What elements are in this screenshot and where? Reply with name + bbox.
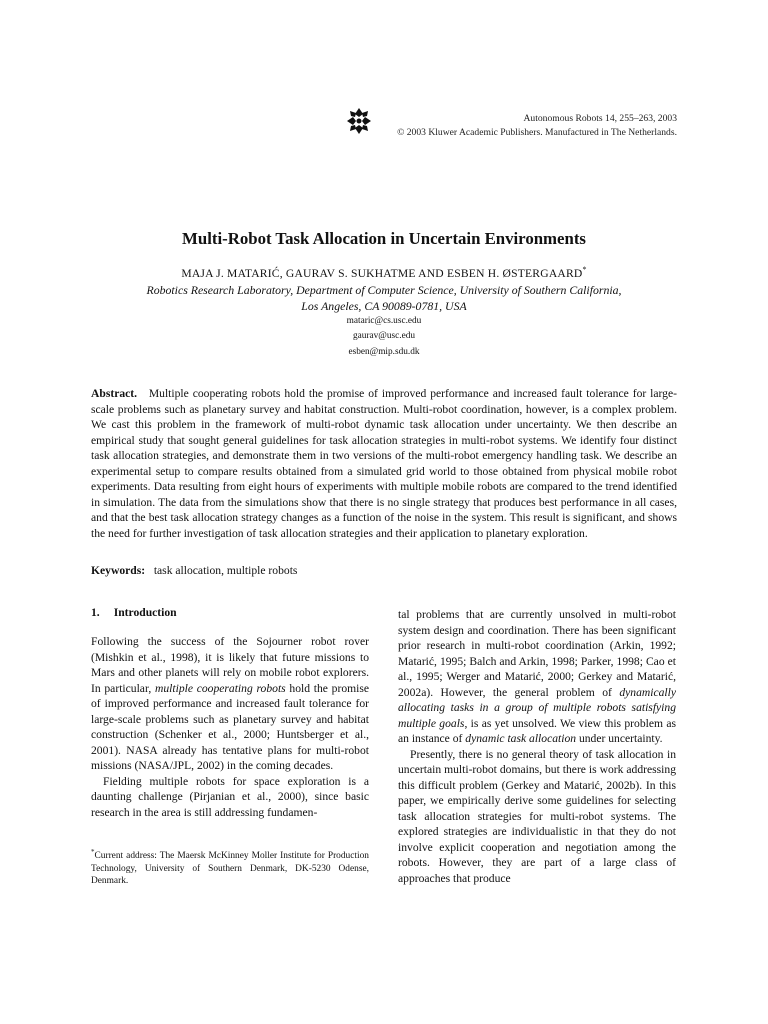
emphasis: dynamically allocating tasks in a group of multiple robots satisfying multiple goals (398, 685, 676, 730)
keywords (91, 564, 297, 577)
email-link[interactable]: gaurav@usc.edu (353, 331, 415, 342)
paragraph: Presently, there is no general theory of task allocation in uncertain multi-robot domains, but there is work addressing this difficult problem (Gerkey and Matarić, 2002b). In this paper, we empirically derive some guidelines for selecting task allocation strategies for multi-robot systems. The explored strategies are individualistic in that they do not involve explicit cooperation and negotiation among the robots. However, they are part of a large class of approaches that produce (398, 747, 676, 885)
section-heading (91, 606, 177, 619)
copyright-notice: © 2003 Kluwer Academic Publishers. Manufactured in The Netherlands. (397, 126, 677, 138)
author-list (0, 265, 768, 280)
kluwer-logo-icon (346, 107, 372, 135)
keywords-label: Keywords: (91, 564, 146, 577)
affiliation (0, 283, 768, 314)
author-footnote-mark: * (582, 265, 587, 274)
section-number: 1. (91, 606, 100, 619)
footnote (91, 846, 369, 888)
abstract (91, 386, 677, 541)
author-emails (0, 314, 768, 360)
paragraph: tal problems that are currently unsolved in multi-robot system design and coordination. There has been significant prior research in multi-robot coordination (Arkin, 1992; Matarić, 1995; Balch and Arkin, 1998; Parker, 1998; Cao et al., 1995; Werger and Matarić, 2000; Gerkey and Matarić, 2002a). However, the general problem of dynamically allocating tasks in a group of multiple robots satisfying multiple goals, is as yet unsolved. We view this problem as an instance of dynamic task allocation under uncertainty. (398, 608, 676, 745)
journal-header (397, 112, 677, 139)
affiliation-line-1: Robotics Research Laboratory, Department of Computer Science, University of Southern California, (146, 283, 622, 297)
section-title: Introduction (113, 606, 177, 619)
publisher-logo (346, 107, 372, 135)
affiliation-line-2: Los Angeles, CA 90089-0781, USA (301, 298, 467, 313)
emphasis: dynamic task allocation (465, 732, 577, 745)
abstract-text: Multiple cooperating robots hold the promise of improved performance and increased fault tolerance for large-scale problems such as planetary survey and habitat construction. Multi-robot coordination, however, is a complex problem. We cast this problem in the framework of multi-robot dynamic task allocation under uncertainty. We then describe an empirical study that sought general guidelines for task allocation strategies in multi-robot systems. We identify four distinct task allocation strategies, and demonstrate them in two versions of the multi-robot emergency handling task. We describe an experimental setup to compare results obtained from a simulated grid world to those obtained from physical mobile robot experiments. Data resulting from eight hours of experiments with multiple mobile robots are compared to the trend identified in simulation. The data from the simulations show that there is no single strategy that produces best performance in all cases, and that the best task allocation strategy changes as a function of the noise in the system. This result is significant, and shows the need for further investigation of task allocation strategies and their application to planetary exploration. (91, 387, 677, 540)
abstract-label: Abstract. (91, 387, 138, 400)
journal-citation: Autonomous Robots 14, 255–263, 2003 (523, 113, 677, 124)
email-link[interactable]: mataric@cs.usc.edu (346, 316, 422, 326)
author-names: MAJA J. MATARIĆ, GAURAV S. SUKHATME AND ESBEN H. ØSTERGAARD (181, 266, 583, 280)
keywords-text: task allocation, multiple robots (153, 564, 298, 577)
left-column (91, 634, 369, 820)
paragraph: Following the success of the Sojourner robot rover (Mishkin et al., 1998), it is likely that future missions to Mars and other planets will rely on mobile robot explorers. In particular, multiple cooperating robots hold the promise of improved performance and increased fault tolerance for large-scale problems such as planetary survey and habitat construction (Schenker et al., 2000; Huntsberger et al., 2001). NASA already has tentative plans for multi-robot missions (NASA/JPL, 2002) in the coming decades. (91, 635, 370, 772)
email-link[interactable]: esben@mip.sdu.dk (348, 346, 420, 357)
emphasis: multiple cooperating robots (154, 681, 286, 695)
footnote-text: Current address: The Maersk McKinney Moller Institute for Production Technology, University of Southern Denmark, DK-5230 Odense, Denmark. (91, 851, 369, 887)
paragraph: Fielding multiple robots for space exploration is a daunting challenge (Pirjanian et al., 2000), since basic research in the area is still addressing fundamen- (91, 774, 369, 819)
footnote-mark: * (91, 848, 95, 856)
right-column (398, 607, 676, 886)
paper-title: Multi-Robot Task Allocation in Uncertain Environments (182, 229, 586, 248)
